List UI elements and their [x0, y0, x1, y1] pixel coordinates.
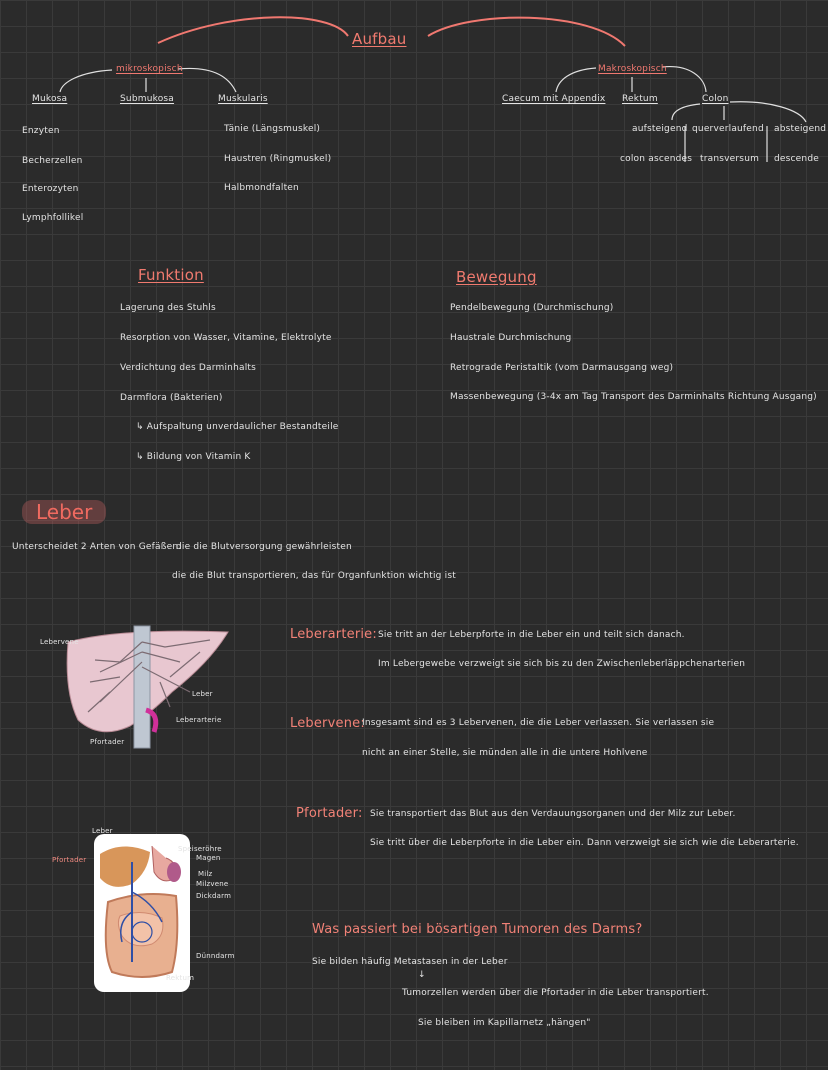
leberarterie-text-1: Sie tritt an der Leberpforte in die Leber ein und teilt sich danach. [378, 630, 685, 640]
img1-label-leberarterie: Leberarterie [176, 716, 222, 724]
leber-intro-2: die die Blut transportieren, das für Organfunktion wichtig ist [172, 571, 456, 581]
leber-title: Leber [22, 500, 106, 524]
funktion-item: Verdichtung des Darminhalts [120, 363, 257, 373]
img2-label-speiseroehre: Speiseröhre [178, 845, 222, 853]
mukosa-item: Lymphfollikel [22, 213, 84, 223]
img2-label-leber: Leber [92, 827, 113, 835]
funktion-subitem: ↳ Aufspaltung unverdaulicher Bestandteile [136, 422, 339, 432]
pfortader-label: Pfortader: [296, 806, 363, 821]
bewegung-item: Pendelbewegung (Durchmischung) [450, 303, 614, 313]
aufbau-title: Aufbau [352, 30, 407, 48]
lebervene-label: Lebervene: [290, 716, 365, 731]
img1-label-pfortader: Pfortader [90, 738, 125, 746]
bewegung-item: Retrograde Peristaltik (vom Darmausgang weg) [450, 363, 674, 373]
leber-intro-1: die die Blutversorgung gewährleisten [176, 542, 352, 552]
digestive-system-illustration [92, 832, 195, 994]
funktion-item: Resorption von Wasser, Vitamine, Elektrolyte [120, 333, 332, 343]
funktion-subitem: ↳ Bildung von Vitamin K [136, 452, 251, 462]
funktion-item: Darmflora (Bakterien) [120, 393, 223, 403]
makro-title: Makroskopisch [598, 64, 667, 74]
liver-illustration [60, 622, 240, 752]
mukosa-item: Enzyten [22, 126, 60, 136]
colon-part: querverlaufend [692, 124, 764, 134]
bewegung-title: Bewegung [456, 268, 537, 286]
lebervene-text-1: Insgesamt sind es 3 Lebervenen, die die Leber verlassen. Sie verlassen sie [362, 718, 715, 728]
lebervene-text-2: nicht an einer Stelle, sie münden alle in die untere Hohlvene [362, 748, 648, 758]
caecum-label: Caecum mit Appendix [502, 94, 606, 104]
pfortader-text-2: Sie tritt über die Leberpforte in die Leber ein. Dann verzweigt sie sich wie die Leberarterie. [370, 838, 799, 848]
img1-label-leber: Leber [192, 690, 213, 698]
img2-label-duenndarm: Dünndarm [196, 952, 235, 960]
rektum-label: Rektum [622, 94, 658, 104]
leberarterie-label: Leberarterie: [290, 627, 377, 642]
mukosa-item: Enterozyten [22, 184, 79, 194]
tumor-question: Was passiert bei bösartigen Tumoren des Darms? [312, 922, 643, 937]
mukosa-label: Mukosa [32, 94, 68, 104]
muskularis-item: Tänie (Längsmuskel) [224, 124, 321, 134]
colon-part: aufsteigend [632, 124, 688, 134]
img2-label-milzvene: Milzvene [196, 880, 229, 888]
img2-label-pfortader: Pfortader [52, 856, 87, 864]
tumor-arrow-icon: ↓ [418, 970, 426, 980]
colon-latin: transversum [700, 154, 760, 164]
bewegung-item: Massenbewegung (3-4x am Tag Transport des Darminhalts Richtung Ausgang) [450, 392, 817, 402]
mikro-title: mikroskopisch [116, 64, 183, 74]
muskularis-item: Haustren (Ringmuskel) [224, 154, 332, 164]
funktion-item: Lagerung des Stuhls [120, 303, 216, 313]
leberarterie-text-2: Im Lebergewebe verzweigt sie sich bis zu den Zwischenleberläppchenarterien [378, 659, 746, 669]
colon-latin: descende [774, 154, 819, 164]
img2-label-milz: Milz [198, 870, 213, 878]
img1-label-lebervene: Lebervene [40, 638, 79, 646]
muskularis-item: Halbmondfalten [224, 183, 299, 193]
img2-label-magen: Magen [196, 854, 221, 862]
pfortader-text-1: Sie transportiert das Blut aus den Verdauungsorganen und der Milz zur Leber. [370, 809, 736, 819]
bewegung-item: Haustrale Durchmischung [450, 333, 572, 343]
funktion-title: Funktion [138, 266, 204, 284]
img2-label-rektum: Rektum [166, 974, 195, 982]
tumor-text-3: Sie bleiben im Kapillarnetz „hängen" [418, 1018, 591, 1028]
tumor-text-1: Sie bilden häufig Metastasen in der Leber [312, 957, 508, 967]
img2-label-dickdarm: Dickdarm [196, 892, 232, 900]
submukosa-label: Submukosa [120, 94, 175, 104]
colon-latin: colon ascendes [620, 154, 693, 164]
tumor-text-2: Tumorzellen werden über die Pfortader in die Leber transportiert. [402, 988, 709, 998]
colon-part: absteigend [774, 124, 827, 134]
muskularis-label: Muskularis [218, 94, 268, 104]
colon-label: Colon [702, 94, 729, 104]
leber-intro-lead: Unterscheidet 2 Arten von Gefäßen: [12, 542, 182, 552]
mukosa-item: Becherzellen [22, 156, 83, 166]
